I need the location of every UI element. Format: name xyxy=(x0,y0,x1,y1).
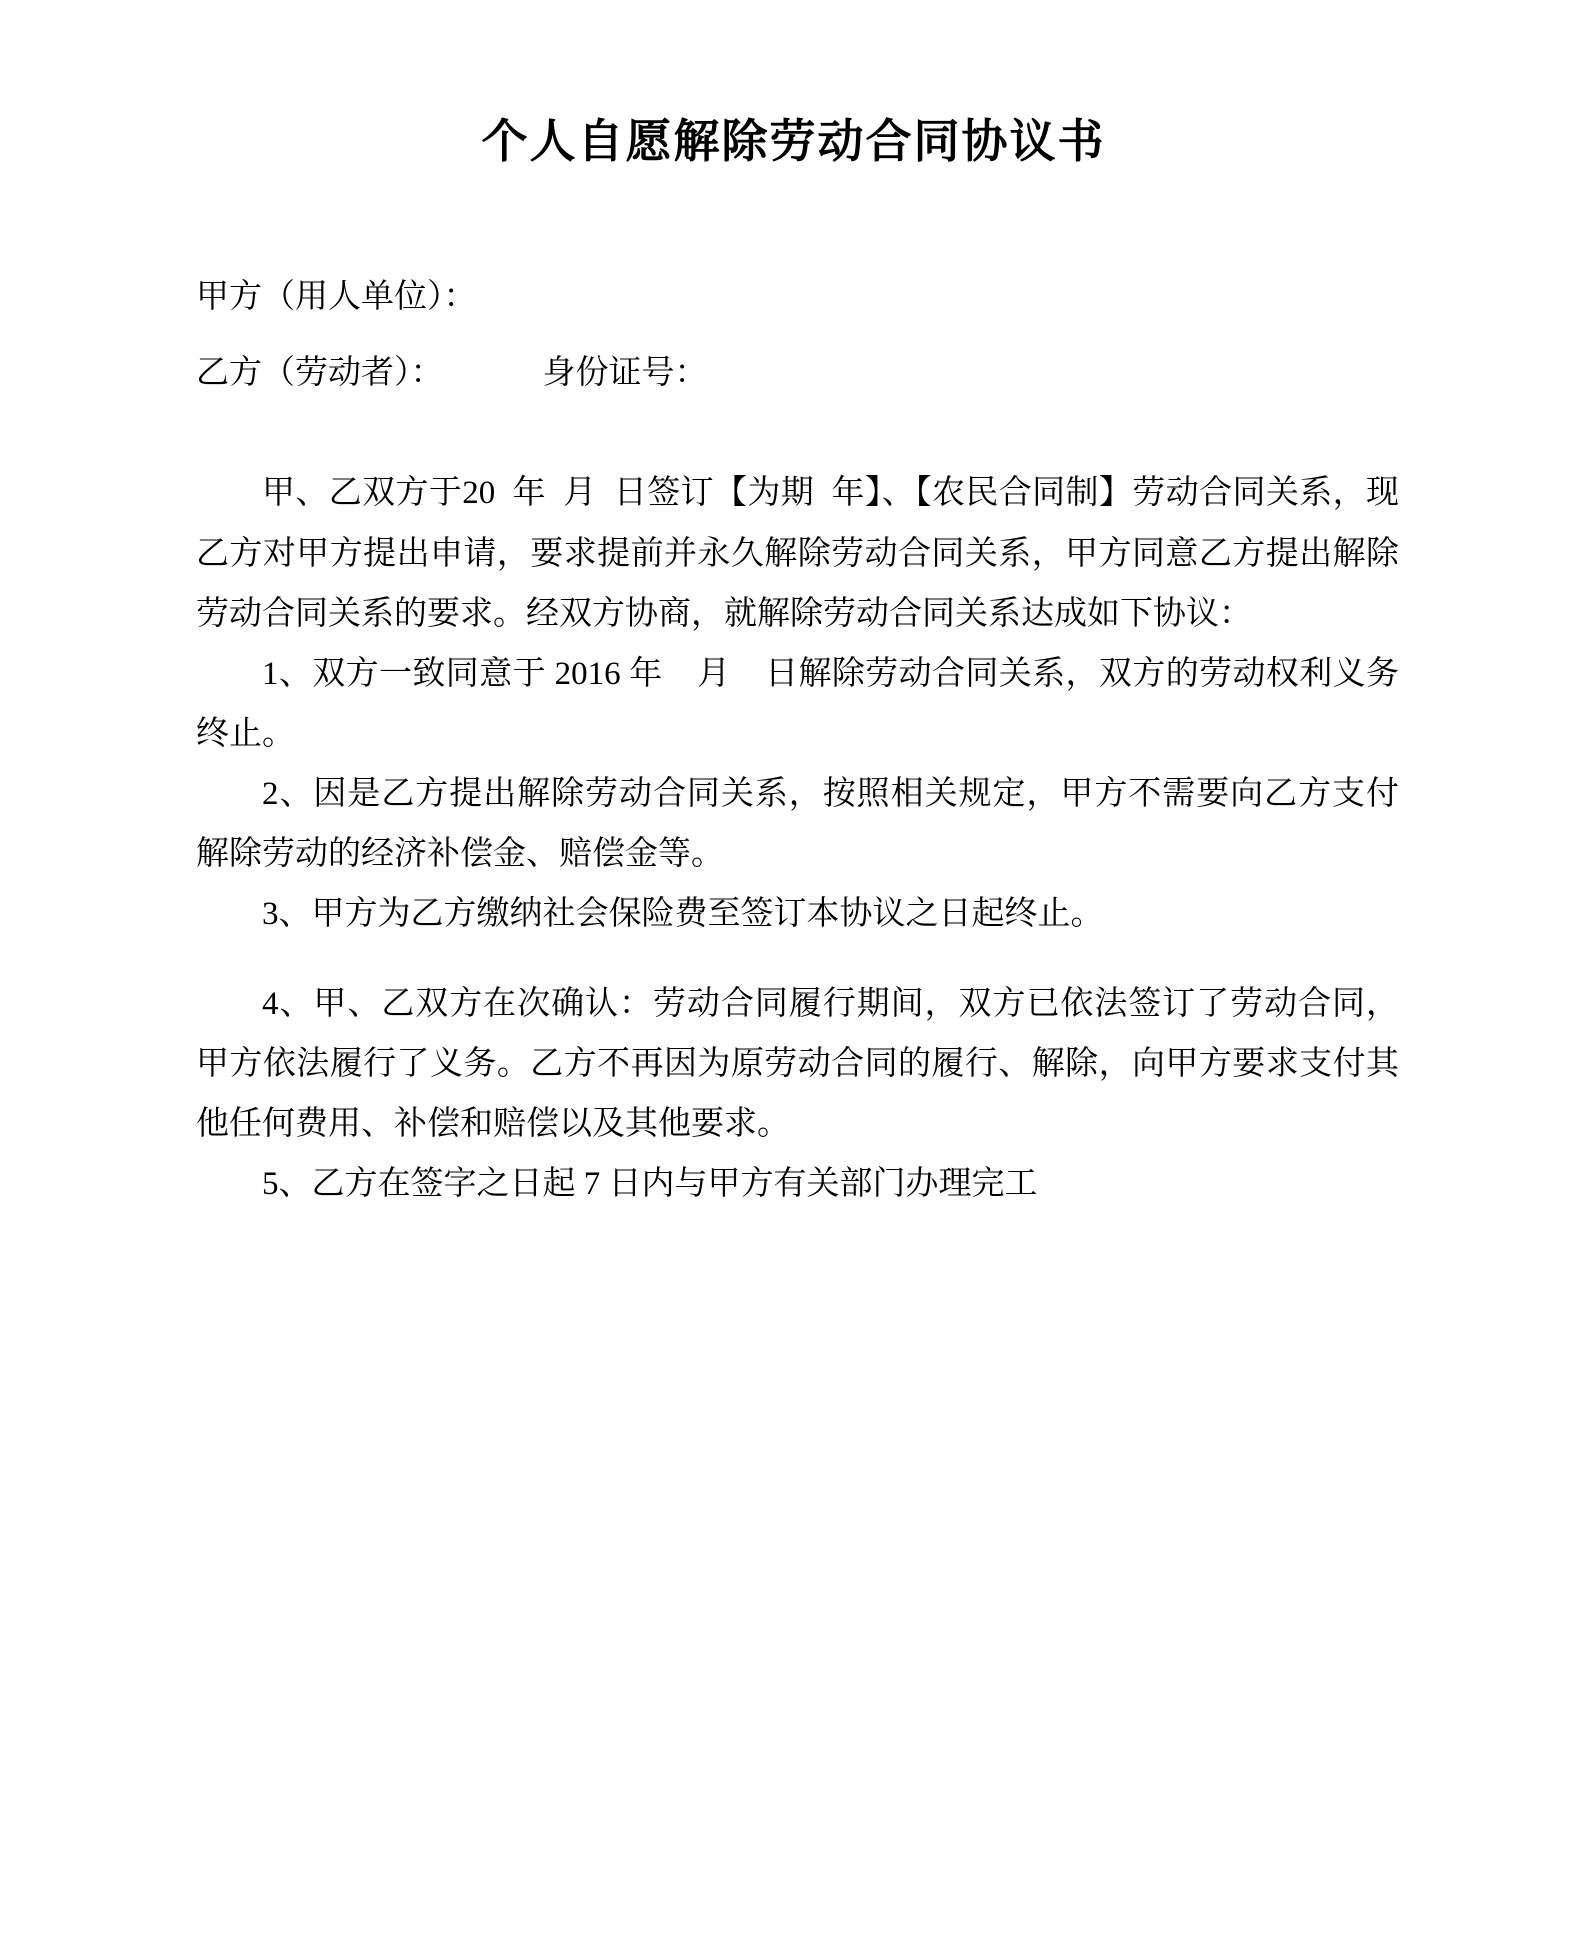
paragraph-clause-5: 5、乙方在签字之日起 7 日内与甲方有关部门办理完工 xyxy=(262,1166,1038,1202)
section-spacer xyxy=(196,397,1399,463)
document-body xyxy=(0,274,1587,1214)
paragraph-clause-3: 3、甲方为乙方缴纳社会保险费至签订本协议之日起终止。 xyxy=(262,895,1104,932)
party-b-line: 乙方（劳动者）： 身份证号： xyxy=(196,354,708,391)
page-title: 个人自愿解除劳动合同协议书 xyxy=(481,114,1106,168)
paragraph-clause-1: 1、双方一致同意于 2016 年 月 日解除劳动合同关系，双方的劳动权利义务终止。 xyxy=(196,655,1399,752)
paragraph-clause-2: 2、因是乙方提出解除劳动合同关系，按照相关规定，甲方不需要向乙方支付解除劳动的经济补偿金、赔偿金等。 xyxy=(196,775,1399,872)
paragraph-intro: 甲、乙双方于20 年 月 日签订【为期 年】、【农民合同制】劳动合同关系，现乙方对甲方提出申请，要求提前并永久解除劳动合同关系，甲方同意乙方提出解除劳动合同关系的要求。经双方协商，就解除劳动合同关系达成如下协议： xyxy=(196,475,1399,632)
paragraph-clause-4: 4、甲、乙双方在次确认：劳动合同履行期间，双方已依法签订了劳动合同，甲方依法履行了义务。乙方不再因为原劳动合同的履行、解除，向甲方要求支付其他任何费用、补偿和赔偿以及其他要求。 xyxy=(196,985,1399,1142)
party-a-line: 甲方（用人单位）： xyxy=(196,278,477,315)
